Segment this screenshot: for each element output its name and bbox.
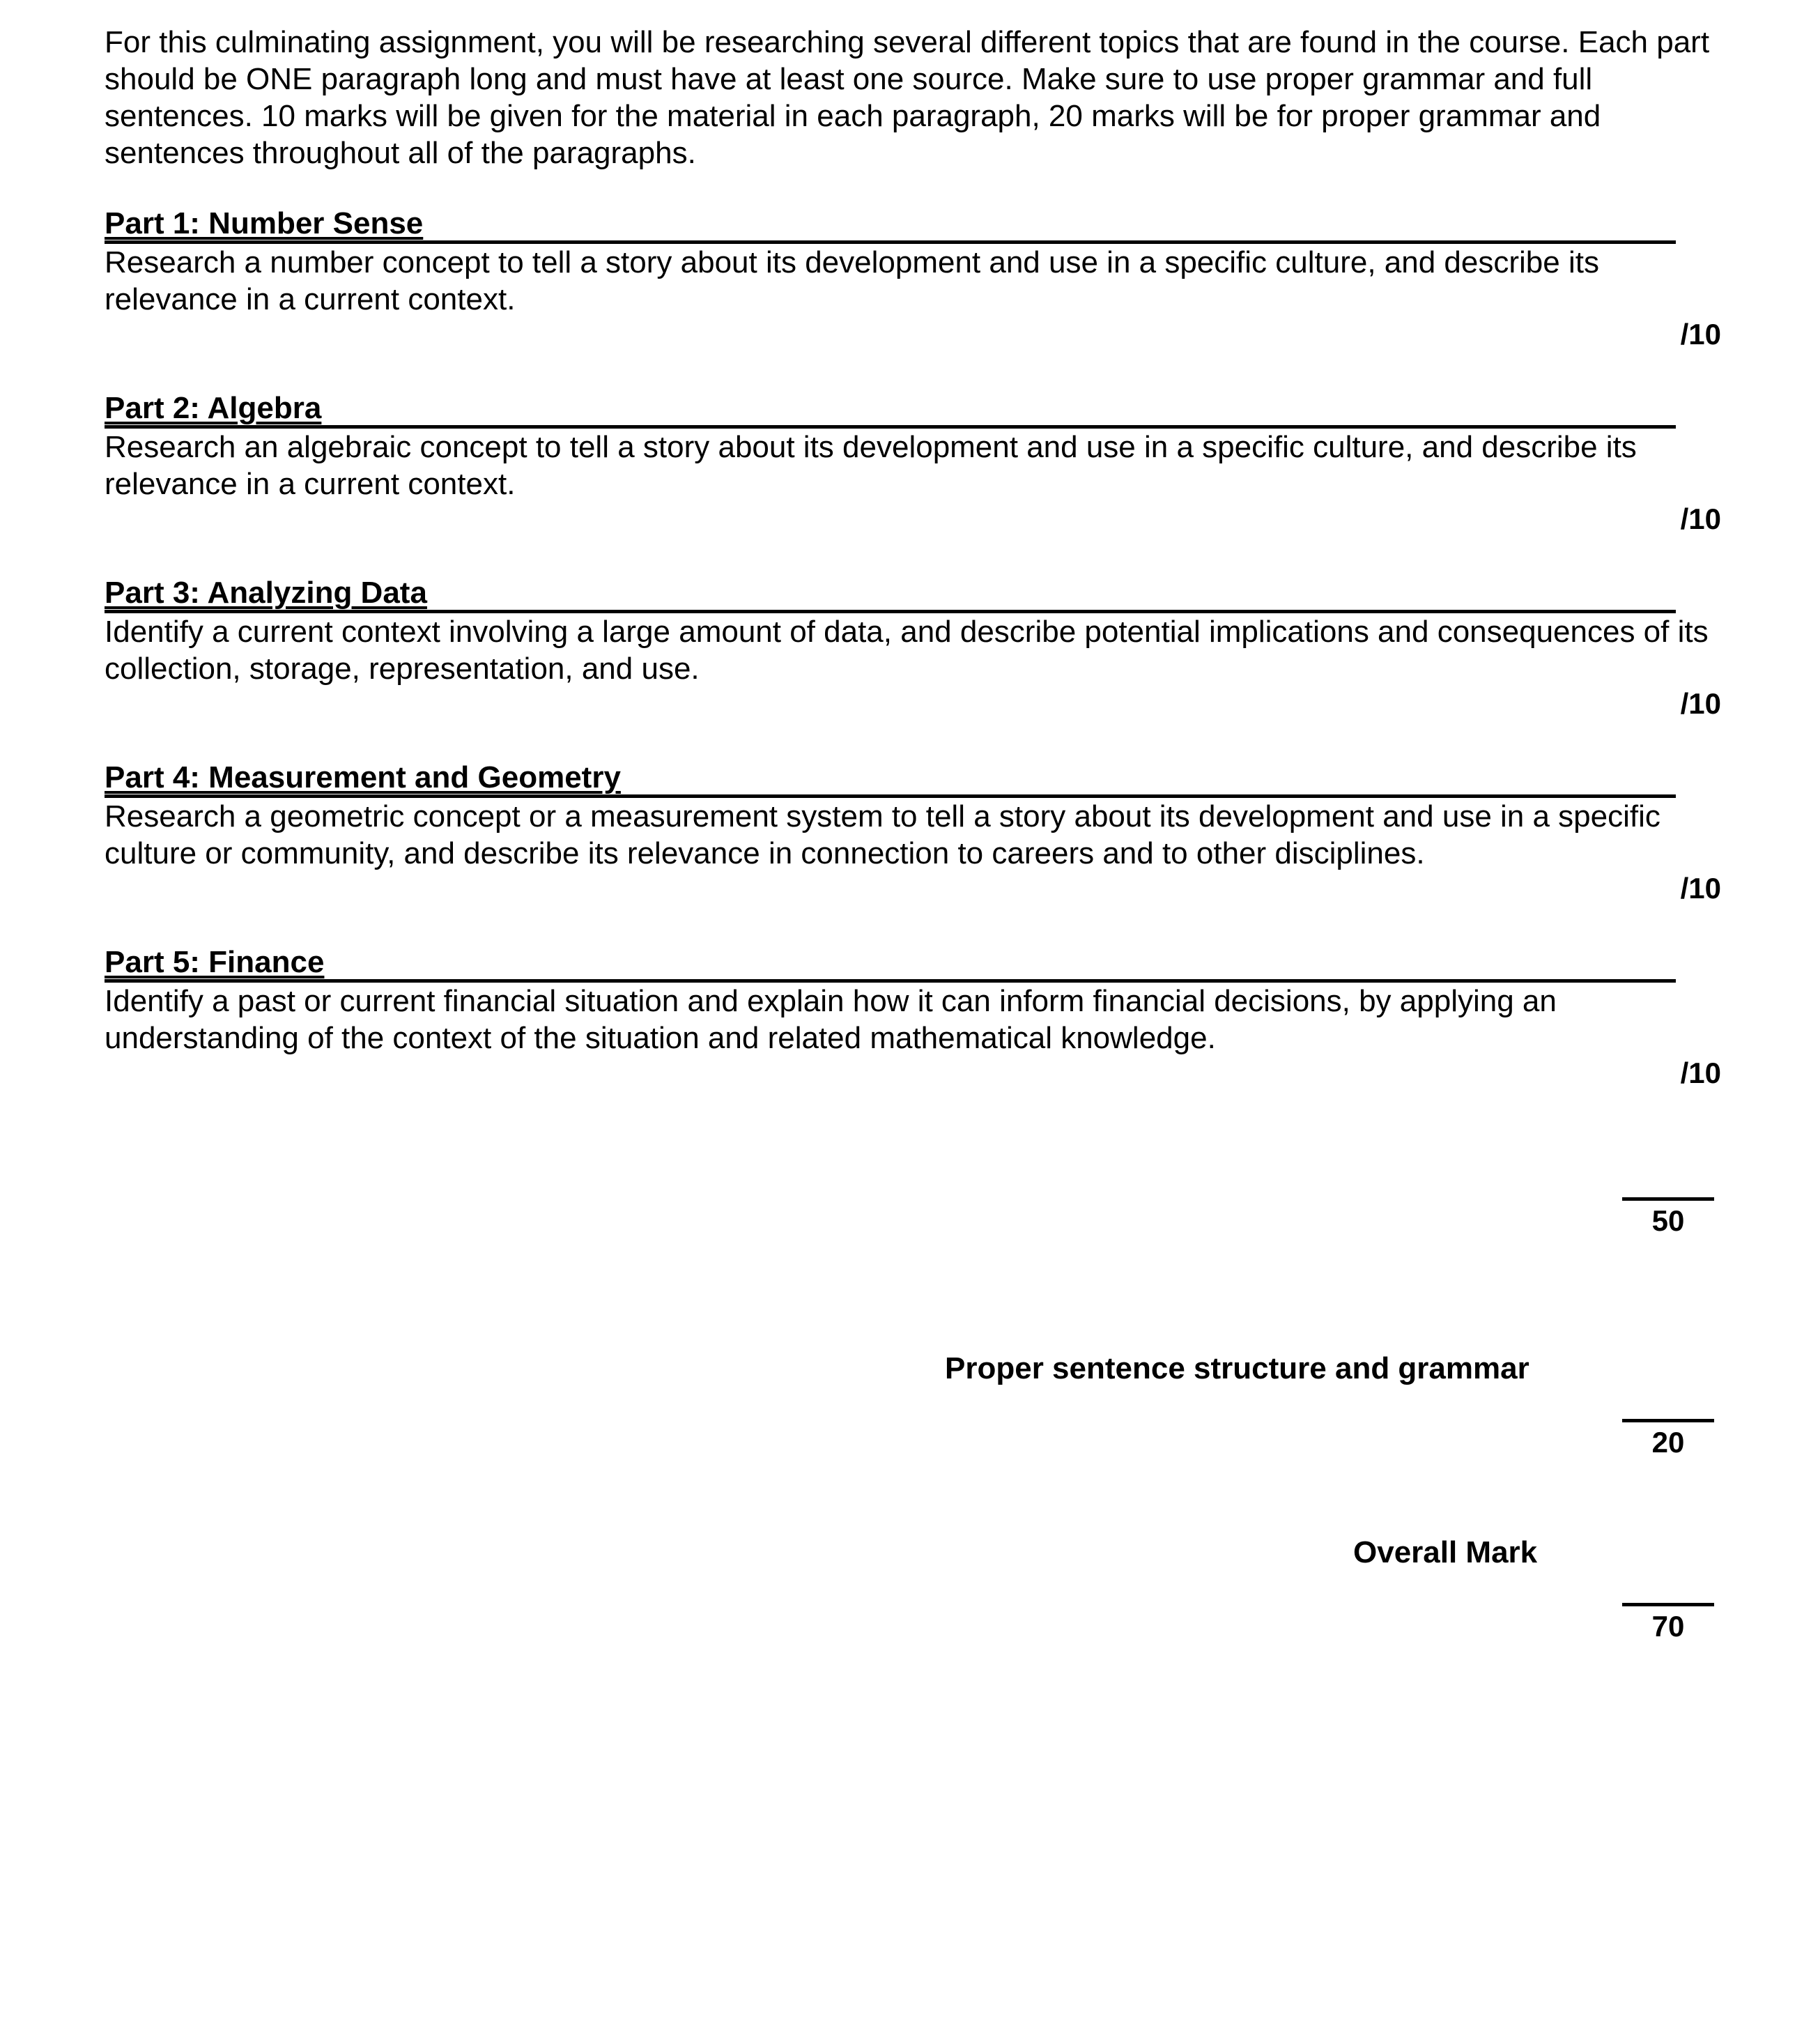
overall-total: [1622, 1603, 1714, 1644]
intro-paragraph: For this culminating assignment, you will be researching several different topics that are found in the course. Each part should be ONE paragraph long and must have at least one source. Make sure to use proper grammar and full sentences. 10 marks will be given for the material in each paragraph, 20 marks will be for proper grammar and sentences throughout all of the paragraphs.: [105, 25, 1710, 170]
part-mark: /10: [1680, 872, 1721, 905]
part-description: Research a geometric concept or a measurement system to tell a story about its development and use in a specific culture or community, and describe its relevance in connection to careers and to other disciplines.: [105, 799, 1660, 870]
part-3: [105, 576, 1721, 737]
part-heading-text: Part 4: Measurement and Geometry: [105, 760, 621, 794]
parts-total: [1622, 1197, 1714, 1238]
part-mark: /10: [1680, 502, 1721, 535]
part-description: Research a number concept to tell a story about its development and use in a specific culture, and describe its relevance in a current context.: [105, 245, 1599, 316]
part-1: [105, 207, 1721, 367]
parts-total-value: 50: [1651, 1204, 1685, 1237]
part-5: [105, 946, 1721, 1106]
part-mark: /10: [1680, 687, 1721, 720]
total-blank-line: [1622, 1603, 1714, 1606]
part-heading-text: Part 5: Finance: [105, 945, 325, 979]
part-mark: /10: [1680, 1056, 1721, 1089]
grammar-total: [1622, 1419, 1714, 1460]
part-description: Research an algebraic concept to tell a story about its development and use in a specific culture, and describe its relevance in a current context.: [105, 430, 1637, 501]
part-heading-text: Part 2: Algebra: [105, 391, 322, 425]
part-2: [105, 392, 1721, 552]
overall-total-value: 70: [1651, 1610, 1685, 1643]
part-heading: [105, 761, 1676, 798]
overall-label: Overall Mark: [1353, 1535, 1538, 1569]
total-blank-line: [1622, 1419, 1714, 1422]
part-mark: /10: [1680, 318, 1721, 351]
part-description: Identify a past or current financial situation and explain how it can inform financial decisions, by applying an understanding of the context of the situation and related mathematical knowledge.: [105, 984, 1557, 1055]
part-heading: [105, 576, 1676, 613]
part-heading: [105, 946, 1676, 983]
grammar-label: Proper sentence structure and grammar: [945, 1351, 1529, 1385]
part-heading: [105, 207, 1676, 244]
part-heading: [105, 392, 1676, 429]
part-heading-text: Part 3: Analyzing Data: [105, 576, 427, 610]
grammar-total-value: 20: [1651, 1426, 1685, 1459]
part-4: [105, 761, 1721, 921]
part-description: Identify a current context involving a large amount of data, and describe potential implications and consequences of its collection, storage, representation, and use.: [105, 615, 1709, 686]
total-blank-line: [1622, 1197, 1714, 1201]
part-heading-text: Part 1: Number Sense: [105, 206, 424, 240]
